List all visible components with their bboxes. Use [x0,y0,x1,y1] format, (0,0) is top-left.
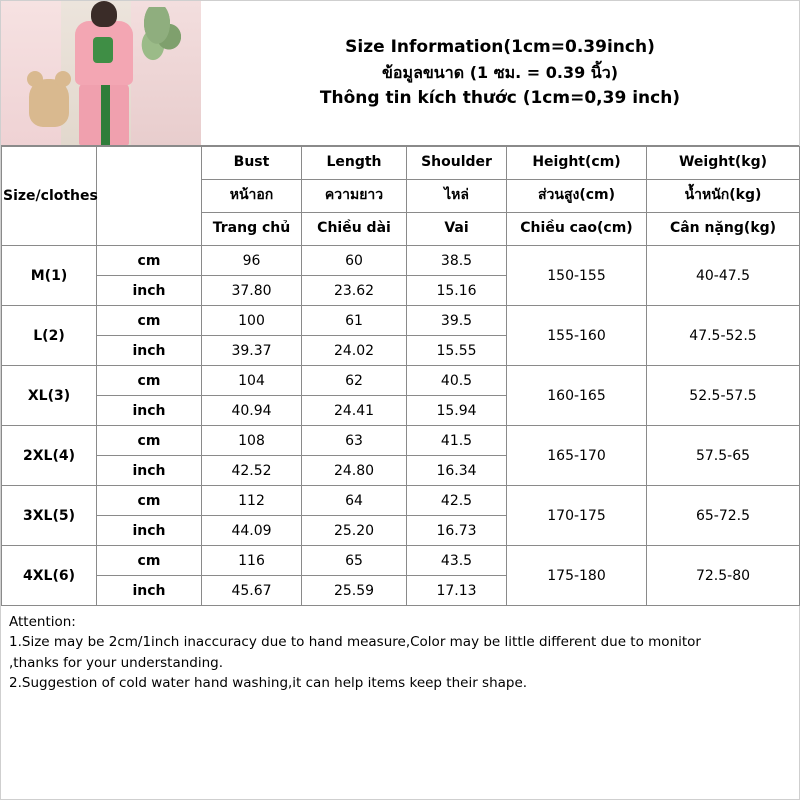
header-bust-vi: Trang chủ [202,213,302,246]
title-block [201,1,799,145]
weight-1: 47.5-52.5 [647,306,800,366]
length-inch-2: 24.41 [302,396,407,426]
length-inch-4: 25.20 [302,516,407,546]
product-photo [1,1,201,145]
height-0: 150-155 [507,246,647,306]
model-top-print [93,37,113,63]
table-row [2,246,800,276]
header-length-th: ความยาว [302,180,407,213]
shoulder-cm-1: 39.5 [407,306,507,336]
bust-cm-1: 100 [202,306,302,336]
weight-0: 40-47.5 [647,246,800,306]
table-header-row-en [2,147,800,180]
bust-cm-0: 96 [202,246,302,276]
length-cm-4: 64 [302,486,407,516]
unit-inch-5: inch [97,576,202,606]
header-bust-en: Bust [202,147,302,180]
unit-inch-4: inch [97,516,202,546]
length-inch-5: 25.59 [302,576,407,606]
header-shoulder-vi: Vai [407,213,507,246]
bust-inch-5: 45.67 [202,576,302,606]
size-label-2: XL(3) [2,366,97,426]
height-5: 175-180 [507,546,647,606]
length-inch-3: 24.80 [302,456,407,486]
bust-inch-1: 39.37 [202,336,302,366]
header-shoulder-en: Shoulder [407,147,507,180]
title-line-en: Size Information(1cm=0.39inch) [345,36,655,57]
header-weight-th: น้ำหนัก(kg) [647,180,800,213]
table-row [2,486,800,516]
unit-inch-0: inch [97,276,202,306]
bust-inch-3: 42.52 [202,456,302,486]
size-label-3: 2XL(4) [2,426,97,486]
unit-cm-5: cm [97,546,202,576]
shoulder-cm-0: 38.5 [407,246,507,276]
weight-2: 52.5-57.5 [647,366,800,426]
length-cm-5: 65 [302,546,407,576]
unit-inch-3: inch [97,456,202,486]
shoulder-inch-2: 15.94 [407,396,507,426]
height-1: 155-160 [507,306,647,366]
shoulder-cm-5: 43.5 [407,546,507,576]
unit-inch-1: inch [97,336,202,366]
bust-cm-2: 104 [202,366,302,396]
header-bust-th: หน้าอก [202,180,302,213]
unit-cm-1: cm [97,306,202,336]
unit-cm-4: cm [97,486,202,516]
unit-inch-2: inch [97,396,202,426]
length-inch-0: 23.62 [302,276,407,306]
header-height-en: Height(cm) [507,147,647,180]
title-line-th: ข้อมูลขนาด (1 ซม. = 0.39 นิ้ว) [381,63,619,82]
model-head [91,1,117,27]
attention-line-2: 2.Suggestion of cold water hand washing,it can help items keep their shape. [9,674,528,691]
header-height-vi: Chiều cao(cm) [507,213,647,246]
unit-header-cell [97,147,202,246]
attention-note [1,606,799,699]
bust-inch-4: 44.09 [202,516,302,546]
header-band [1,1,799,146]
header-height-th: ส่วนสูง(cm) [507,180,647,213]
length-cm-1: 61 [302,306,407,336]
plant-decoration [141,7,181,61]
shoulder-inch-3: 16.34 [407,456,507,486]
table-row [2,306,800,336]
unit-cm-0: cm [97,246,202,276]
header-weight-en: Weight(kg) [647,147,800,180]
header-shoulder-th: ไหล่ [407,180,507,213]
teddy-bear-decoration [29,79,69,127]
table-row [2,546,800,576]
model-pants-stripe [101,83,110,145]
header-length-en: Length [302,147,407,180]
shoulder-inch-4: 16.73 [407,516,507,546]
size-label-4: 3XL(5) [2,486,97,546]
size-label-1: L(2) [2,306,97,366]
length-cm-2: 62 [302,366,407,396]
height-3: 165-170 [507,426,647,486]
weight-3: 57.5-65 [647,426,800,486]
title-line-vi: Thông tin kích thước (1cm=0,39 inch) [319,88,681,108]
bust-cm-4: 112 [202,486,302,516]
bust-cm-3: 108 [202,426,302,456]
unit-cm-2: cm [97,366,202,396]
height-4: 170-175 [507,486,647,546]
table-row [2,366,800,396]
size-label-0: M(1) [2,246,97,306]
unit-cm-3: cm [97,426,202,456]
size-label-5: 4XL(6) [2,546,97,606]
size-clothes-header: Size/clothes [2,147,97,246]
header-weight-vi: Cân nặng(kg) [647,213,800,246]
bust-inch-2: 40.94 [202,396,302,426]
attention-line-1: 1.Size may be 2cm/1inch inaccuracy due to hand measure,Color may be little different due to monitor [9,634,701,651]
bust-cm-5: 116 [202,546,302,576]
weight-5: 72.5-80 [647,546,800,606]
shoulder-inch-5: 17.13 [407,576,507,606]
shoulder-cm-4: 42.5 [407,486,507,516]
height-2: 160-165 [507,366,647,426]
header-length-vi: Chiều dài [302,213,407,246]
shoulder-inch-0: 15.16 [407,276,507,306]
shoulder-cm-2: 40.5 [407,366,507,396]
attention-line-1b: ,thanks for your understanding. [9,654,224,671]
length-cm-0: 60 [302,246,407,276]
table-row [2,426,800,456]
weight-4: 65-72.5 [647,486,800,546]
shoulder-inch-1: 15.55 [407,336,507,366]
bust-inch-0: 37.80 [202,276,302,306]
shoulder-cm-3: 41.5 [407,426,507,456]
attention-title: Attention: [9,614,76,630]
length-inch-1: 24.02 [302,336,407,366]
size-table [1,146,800,606]
length-cm-3: 63 [302,426,407,456]
